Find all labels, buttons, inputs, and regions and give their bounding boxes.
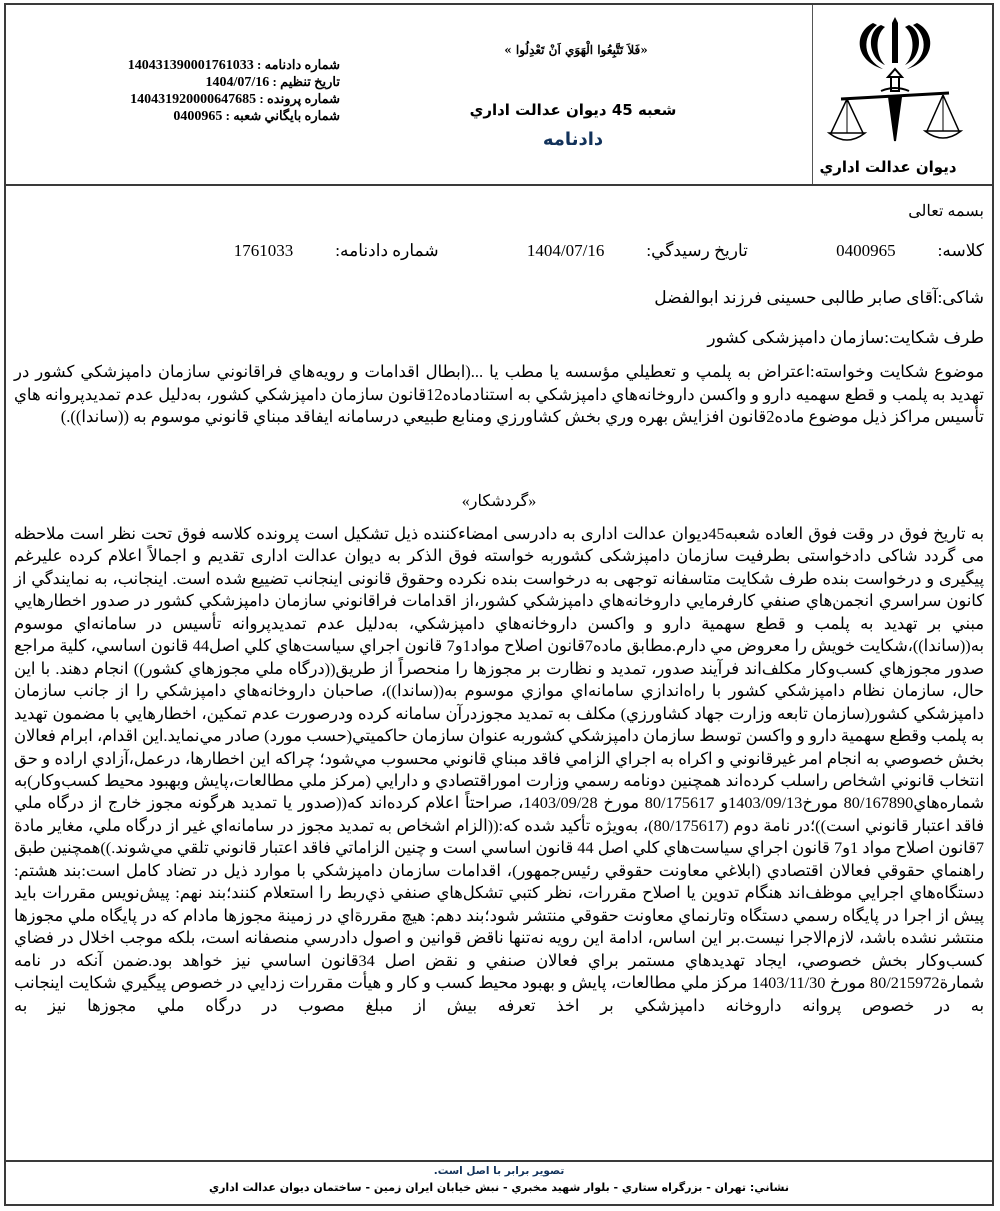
verdict-number-value: 1761033 bbox=[233, 241, 294, 260]
emblem-box bbox=[812, 5, 982, 184]
case-info-row bbox=[150, 241, 984, 261]
class-label: کلاسه: bbox=[937, 241, 984, 260]
subject-label: موضوع شکایت وخواسته: bbox=[810, 362, 984, 381]
meta-verdict-number bbox=[88, 57, 340, 74]
section-title: «گردشکار» bbox=[461, 493, 537, 510]
judiciary-emblem-icon bbox=[825, 11, 965, 151]
meta-archive-number bbox=[88, 108, 340, 125]
meta-case-number bbox=[88, 91, 340, 108]
document-footer bbox=[6, 1160, 992, 1204]
bismillah: بسمه تعالی bbox=[908, 203, 984, 220]
emblem-caption: ديوان عدالت اداري bbox=[819, 158, 957, 176]
verdict-number-label: شماره دادنامه: bbox=[335, 241, 439, 260]
proceedings-text: به تاریخ فوق در وقت فوق العاده شعبه45دیوان عدالت اداری به دادرسی امضاءکننده ذیل تشکیل است پرونده کلاسه فوق تحت نظر است ملاحظه می گردد شاکی دادخواستی بطرفیت سازمان دامپزشکی کشوربه خواسته فوق الذکر به دیوان عدالت اداری تقدیم و اجمالاً اعلام کرده علیرغم پیگیری و درخواست بنده طرف شکایت متاسفانه توجهی به درخواست بنده نکرده وحقوق قانونی اینجانب تضییع شده است. اینجانب، به نمايندگي از كانون سراسري انجمن‌هاي صنفي كارفرمايي داروخانه‌هاي دامپزشكي كشور،از اقدامات فراقانوني سازمان دامپزشكي كشور در صدور اخطارهايي مبني بر تهديد به پلمب و قطع سهمية دارو و واكسن داروخانه‌هاي دامپزشكي، به‌دليل عدم تمديدپروانه تأسيس در سامانه‌اي موسوم به((ساندا))،شكايت خويش را معروض مي دارم.مطابق ماده7قانون اصلاح مواد1و7 قانون اجراي سياست‌هاي كلي اصل44 قانون اساسي، كلية مراجع صدور مجوزهاي كسب‌وكار مكلف‌اند فرآيند صدور، تمديد و نظارت بر مجوزها را منحصراً از طريق((درگاه ملي مجوزهاي كشور)) انجام دهند. با اين حال، سازمان نظام دامپزشكي كشور با راه‌اندازي سامانه‌اي موازي موسوم به((ساندا))، صاحبان داروخانه‌هاي دامپزشكي را از جانب سازمان دامپزشكي كشور(سازمان تابعه وزارت جهاد كشاورزي) مكلف به تمديد مجوزدرآن سامانه كرده ودرصورت عدم تمكين، اخطارهايي با مضمون تهديد به پلمب وقطع سهمية دارو و واكسن توسط سازمان دامپزشكي كشوربه عنوان سازمان حاكميتي(حسب مورد) صادر مي‌نمايد.اين اقدام، ابرام فعالان بخش خصوصي به انجام امر غيرقانوني و اكراه به اجراي الزامي فاقد مبناي قانوني محسوب مي‌شود؛ چراكه اين اخطارها، درعمل،آزادي اراده و حق انتخاب قانوني اشخاص راسلب كرده‌اند همچنين دونامه رسمي وزارت اموراقتصادي و دارايي (مركز ملي مطالعات،پايش وبهبود محيط كسب‌وكار)به شماره‌هاي80/167890 مورخ1403/09/13و 80/175617 مورخ 1403/09/28، صراحتاً اعلام كرده‌اند كه((صدور يا تمديد هرگونه مجوز خارج از درگاه ملي فاقد اعتبار قانوني است))؛در نامة دوم (80/175617)، به‌ويژه تأكيد شده كه:((الزام اشخاص به تمديد مجوز در سامانه‌اي غير از درگاه ملي، مغاير مادة 7قانون اصلاح مواد 1و7 قانون اجراي سياست‌هاي كلي اصل 44 قانون اساسي است و چنين الزاماتي فاقد اعتبار قانوني تلقي مي‌شوند.))همچنين طبق راهنماي حقوقي فعالان اقتصادي (ابلاغي معاونت حقوقي رئيس‌جمهور)، اقدامات سازمان دامپزشكي با موارد ذيل در تضاد كامل است:بند هشتم: دستگاه‌هاي اجرايي موظف‌اند هنگام تدوين يا اصلاح مقررات، نظر كتبي تشكل‌هاي صنفي ذي‌ربط را استعلام كنند؛بند نهم: پيش‌نويس مقررات بايد پيش از اجرا در پايگاه رسمي دستگاه وتارنماي معاونت حقوقي منتشر شود؛بند دهم: هيچ مقررة‌اي در زمينة مجوزها مادام كه در پايگاه ملي مجوزها منتشر نشده باشد، لازم‌الاجرا نيست.بر اين اساس، ادامة اين رويه نه‌تنها ناقض قوانين و اصول دادرسي منصفانه است، بلكه موجب اخلال در فضاي كسب‌وكار بخش خصوصي، ايجاد تهديدهاي مستمر براي فعالان صنفي و نقض اصل 34قانون اساسي نيز خواهد بود.ضمن آنكه در نامه شمارة80/215972 مورخ 1403/11/30 مركز ملي مطالعات، پايش و بهبود محيط كسب و كار و هيأت مقررات زدايي در خصوص پيگيري شكايت اينجانب به در خصوص پروانه داروخانه دامپزشكي بر اخذ تعرفه بيش از مبلغ مصوب در درگاه ملي مجوزها نيز به bbox=[14, 524, 985, 1015]
meta-label: شماره دادنامه : bbox=[253, 57, 340, 72]
header-verse: «فَلاَ تَتَّبِعُوا الْهَوَي اَنْ تَعْدِلُوا » bbox=[504, 43, 648, 57]
class-value: 0400965 bbox=[836, 241, 896, 260]
meta-value: 1404/07/16 bbox=[205, 75, 270, 90]
meta-label: تاريخ تنظيم : bbox=[269, 74, 340, 89]
meta-issue-date bbox=[88, 74, 340, 91]
court-address: نشاني: تهران - بزرگراه ستاري - بلوار شهيد مخبري - نبش خيابان ايران زمين - ساختمان ديوان عدالت اداري bbox=[209, 1181, 789, 1194]
copy-certification: تصوير برابر با اصل است. bbox=[433, 1165, 565, 1177]
plaintiff bbox=[654, 287, 984, 309]
meta-value: 140431390001761033 bbox=[127, 58, 254, 73]
meta-value: 140431920000647685 bbox=[130, 92, 257, 107]
document-frame bbox=[4, 3, 994, 1206]
meta-label: شماره بايگاني شعبه : bbox=[222, 108, 340, 123]
document-meta bbox=[88, 57, 340, 125]
verdict-number-field bbox=[192, 241, 439, 260]
plaintiff-value: آقای صابر طالبی حسینی فرزند ابوالفضل bbox=[654, 288, 938, 307]
meta-value: 0400965 bbox=[173, 109, 223, 124]
plaintiff-label: شاکی: bbox=[937, 288, 984, 307]
subject-value: اعتراض به پلمپ و تعطيلي مؤسسه يا مطب يا ...(ابطال اقدامات و رويه‌هاي فراقانوني سازمان دامپزشکي کشور در تهديد به پلمب و قطع سهميه دارو و واکسن داروخانه‌هاي دامپزشکي به استنادماده12قانون سازمان دامپزشکي کشور، به‌دليل عدم تمديدپروانه هاي تأسيس مراکز ذيل موضوع ماده2قانون افزايش بهره وري بخش کشاورزي ومنابع طبيعي درسامانه ايفاقد مبناي قانوني موسوم به ((ساندا)).) bbox=[14, 362, 984, 426]
document-header bbox=[6, 5, 992, 186]
defendant bbox=[707, 327, 984, 349]
hearing-date-field bbox=[485, 241, 748, 260]
meta-label: شماره پرونده : bbox=[256, 91, 340, 106]
complaint-subject bbox=[14, 361, 984, 429]
hearing-date-value: 1404/07/16 bbox=[526, 241, 605, 260]
document-title: دادنامه bbox=[542, 129, 604, 150]
branch-title: شعبه 45 ديوان عدالت اداري bbox=[469, 101, 677, 119]
defendant-label: طرف شکایت: bbox=[884, 328, 984, 347]
hearing-date-label: تاریخ رسیدگي: bbox=[646, 241, 748, 260]
defendant-value: سازمان دامپزشکی کشور bbox=[707, 328, 885, 347]
class-field bbox=[794, 241, 984, 260]
